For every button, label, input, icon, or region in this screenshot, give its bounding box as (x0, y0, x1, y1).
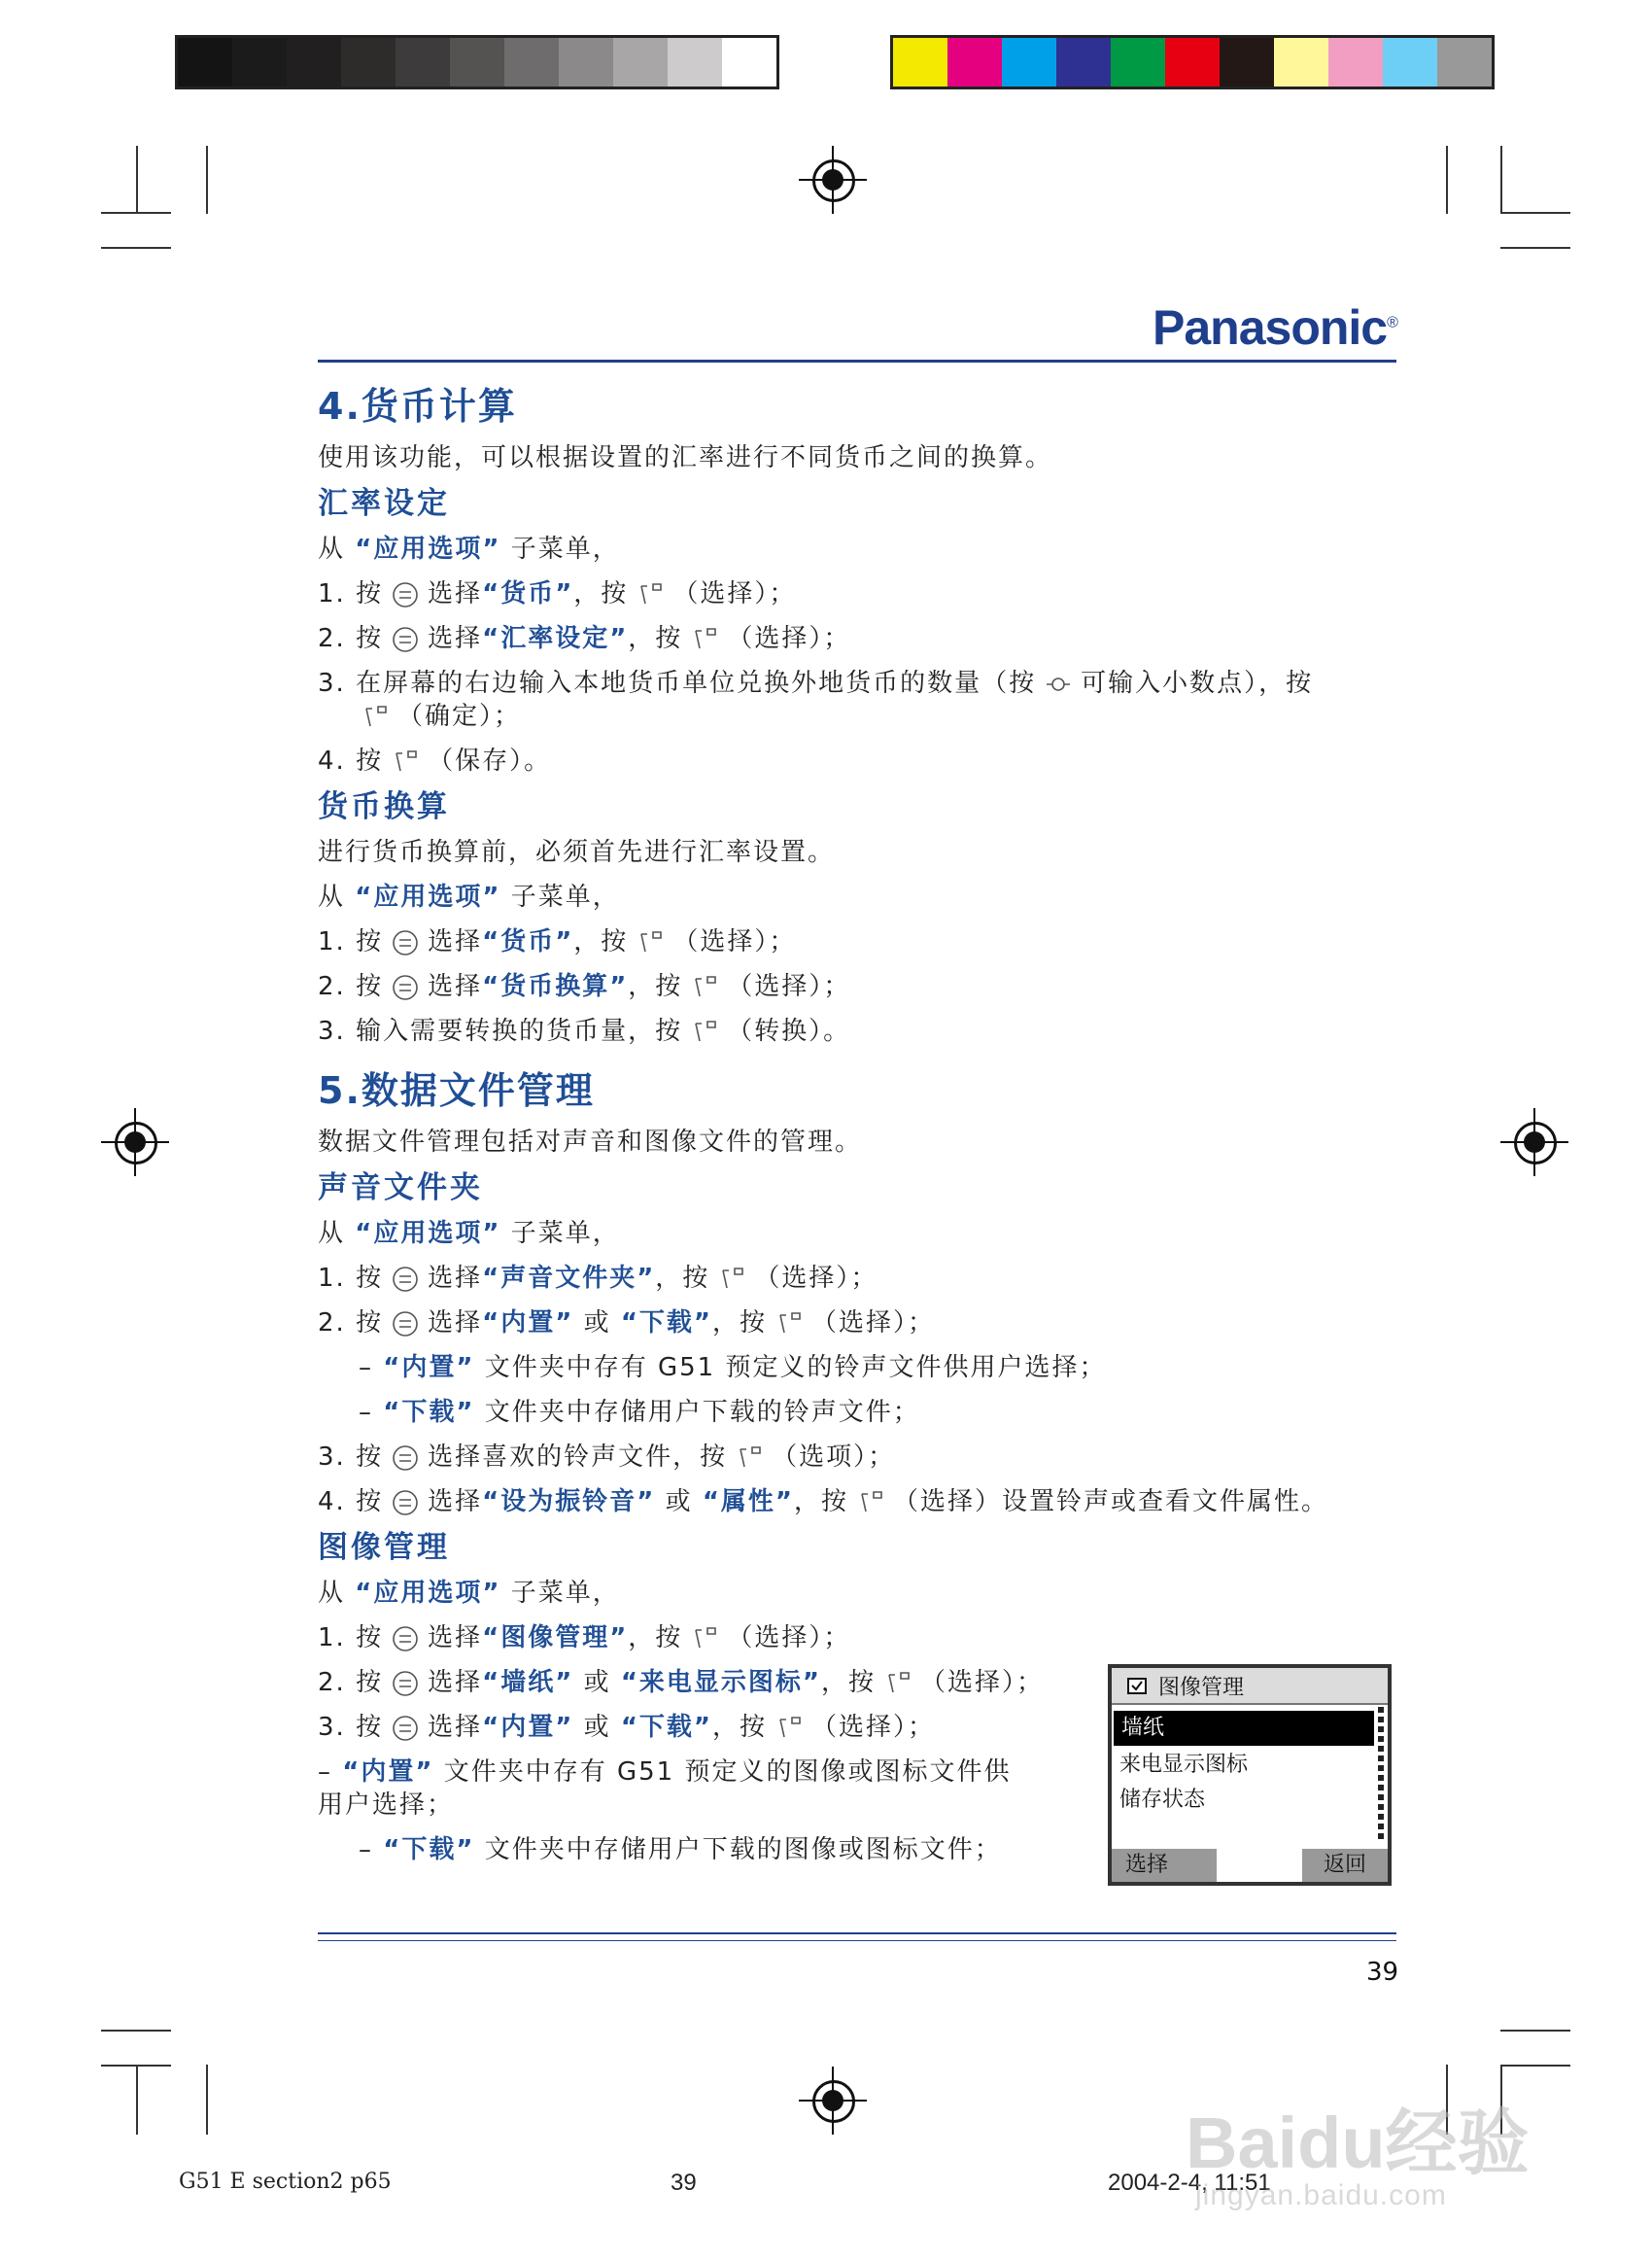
rate-step-1: 1. 按 选择“货币”，按 （选择）； (318, 579, 797, 608)
section-4-intro: 使用该功能，可以根据设置的汇率进行不同货币之间的换算。 (318, 443, 1053, 472)
nav-key-icon (391, 1443, 420, 1473)
registration-mark-bottom (799, 2067, 867, 2135)
nav-key-icon (391, 928, 420, 957)
image-dash-2: – “下载” 文件夹中存储用户下载的图像或图标文件； (359, 1835, 1002, 1864)
gray-swatch (450, 38, 504, 87)
soft-key-icon (690, 1624, 719, 1653)
registration-mark-left (101, 1108, 169, 1176)
convert-step-2: 2. 按 选择“货币换算”，按 （选择）； (318, 972, 851, 1001)
nav-key-icon (391, 1265, 420, 1294)
sound-dash-2: – “下载” 文件夹中存储用户下载的铃声文件； (359, 1398, 920, 1427)
image-step-1: 1. 按 选择“图像管理”，按 （选择）； (318, 1623, 851, 1652)
color-swatch (1165, 38, 1220, 87)
image-step-2: 2. 按 选择“墙纸” 或 “来电显示图标”，按 （选择）； (318, 1668, 1045, 1697)
footer-page: 39 (671, 2170, 697, 2196)
soft-key-icon (636, 580, 665, 609)
nav-key-icon (391, 1669, 420, 1698)
footer-date: 2004-2-4, 11:51 (1108, 2170, 1271, 2196)
soft-key-icon (361, 703, 390, 732)
folder-icon (1125, 1674, 1149, 1697)
image-manage-title: 图像管理 (318, 1530, 450, 1565)
gray-swatch (341, 38, 396, 87)
color-swatch (1383, 38, 1437, 87)
color-swatch (1220, 38, 1274, 87)
sound-folder-title: 声音文件夹 (318, 1170, 483, 1205)
screen-header (1112, 1668, 1388, 1705)
gray-swatch (232, 38, 287, 87)
soft-key-icon (774, 1309, 804, 1338)
sound-step-3: 3. 按 选择喜欢的铃声文件，按 （选项）； (318, 1442, 896, 1472)
nav-key-icon (391, 625, 420, 654)
footer-rule-top (318, 1932, 1396, 1934)
gray-swatch (722, 38, 776, 87)
footer-file-name: G51 E section2 p65 (179, 2170, 392, 2194)
color-swatch (1056, 38, 1111, 87)
gray-swatch (178, 38, 232, 87)
nav-key-icon (391, 1714, 420, 1743)
watermark-logo: Baidu经验 (1186, 2103, 1530, 2183)
screen-item-storage-status[interactable]: 储存状态 (1119, 1788, 1206, 1812)
gray-swatch (613, 38, 668, 87)
color-swatch (1274, 38, 1328, 87)
softkey-select[interactable]: 选择 (1112, 1849, 1217, 1882)
sound-step-1: 1. 按 选择“声音文件夹”，按 （选择）； (318, 1264, 878, 1293)
convert-intro: 进行货币换算前，必须首先进行汇率设置。 (318, 838, 836, 867)
gray-swatch (668, 38, 722, 87)
screen-item-caller-icon[interactable]: 来电显示图标 (1119, 1753, 1249, 1777)
grayscale-calibration-bar (175, 35, 779, 89)
convert-step-1: 1. 按 选择“货币”，按 （选择）； (318, 927, 797, 956)
convert-from-menu: 从 “应用选项” 子菜单， (318, 883, 620, 912)
color-swatch (1437, 38, 1492, 87)
image-from-menu: 从 “应用选项” 子菜单， (318, 1579, 620, 1608)
registration-mark-right (1500, 1108, 1568, 1176)
currency-convert-title: 货币换算 (318, 789, 450, 824)
watermark-url: jingyan.baidu.com (1195, 2179, 1447, 2211)
gray-swatch (504, 38, 559, 87)
rate-step-2: 2. 按 选择“汇率设定”，按 （选择）； (318, 624, 851, 653)
section-4-title: 4.货币计算 (318, 385, 517, 428)
rate-step-4: 4. 按 （保存）。 (318, 747, 552, 776)
nav-key-icon (391, 1309, 420, 1338)
page-number: 39 (1366, 1958, 1399, 1987)
star-key-icon (1044, 670, 1073, 699)
image-dash-1: – “内置” 文件夹中存有 G51 预定义的图像或图标文件供用户选择； (318, 1757, 1012, 1820)
soft-key-icon (690, 625, 719, 654)
color-swatch (1111, 38, 1165, 87)
sound-step-2: 2. 按 选择“内置” 或 “下载”，按 （选择）； (318, 1308, 936, 1338)
softkey-back[interactable]: 返回 (1302, 1849, 1388, 1882)
color-swatch (1328, 38, 1383, 87)
gray-swatch (287, 38, 341, 87)
sound-from-menu: 从 “应用选项” 子菜单， (318, 1219, 620, 1248)
gray-swatch (559, 38, 613, 87)
color-swatch (893, 38, 947, 87)
rate-step-3: 3. 在屏幕的右边输入本地货币单位兑换外地货币的数量（按 可输入小数点），按 （确定）； (318, 669, 1314, 731)
convert-step-3: 3. 输入需要转换的货币量，按 （转换）。 (318, 1017, 851, 1046)
document-body (318, 377, 1396, 1872)
soft-key-icon (717, 1265, 746, 1294)
color-calibration-bar (890, 35, 1495, 89)
rate-setting-title: 汇率设定 (318, 486, 450, 521)
screen-item-wallpaper[interactable]: 墙纸 (1114, 1711, 1374, 1746)
color-swatch (947, 38, 1002, 87)
panasonic-logo: Panasonic® (1153, 300, 1397, 355)
baidu-watermark (1186, 2051, 1574, 2226)
soft-key-icon (690, 1018, 719, 1047)
nav-key-icon (391, 580, 420, 609)
header-rule (318, 360, 1396, 363)
screen-scrollbar (1378, 1707, 1384, 1843)
sound-dash-1: – “内置” 文件夹中存有 G51 预定义的铃声文件供用户选择； (359, 1353, 1107, 1382)
nav-key-icon (391, 973, 420, 1002)
sound-step-4: 4. 按 选择“设为振铃音” 或 “属性”，按 （选择）设置铃声或查看文件属性。 (318, 1487, 1329, 1516)
soft-key-icon (735, 1443, 764, 1473)
nav-key-icon (391, 1488, 420, 1517)
rate-from-menu: 从 “应用选项” 子菜单， (318, 535, 620, 564)
soft-key-icon (391, 747, 420, 777)
soft-key-icon (636, 928, 665, 957)
color-swatch (1002, 38, 1056, 87)
gray-swatch (396, 38, 450, 87)
registration-mark-top (799, 146, 867, 214)
soft-key-icon (774, 1714, 804, 1743)
section-5-title: 5.数据文件管理 (318, 1069, 595, 1112)
soft-key-icon (856, 1488, 885, 1517)
soft-key-icon (690, 973, 719, 1002)
soft-key-icon (883, 1669, 912, 1698)
image-step-3: 3. 按 选择“内置” 或 “下载”，按 （选择）； (318, 1713, 936, 1742)
footer-rule-bottom (318, 1940, 1396, 1941)
nav-key-icon (391, 1624, 420, 1653)
phone-screen-image-manager (1108, 1664, 1392, 1886)
screen-title: 图像管理 (1158, 1675, 1245, 1700)
section-5-intro: 数据文件管理包括对声音和图像文件的管理。 (318, 1128, 863, 1157)
